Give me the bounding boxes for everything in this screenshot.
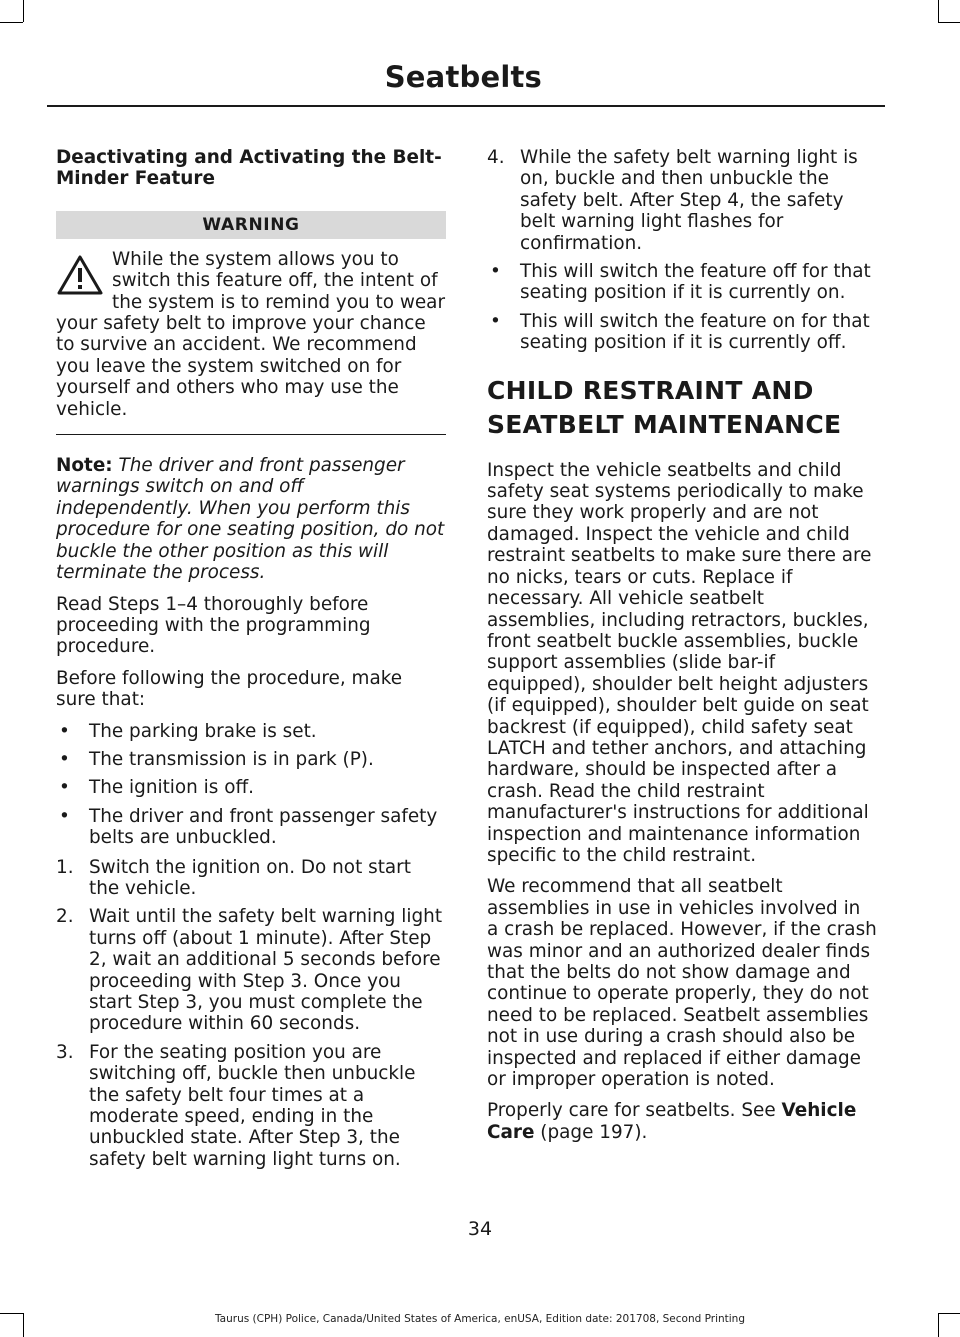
steps-list: [487, 147, 877, 354]
warning-box: [56, 249, 446, 420]
crop-mark: [0, 22, 23, 23]
paragraph: Properly care for seatbelts. See Vehicle Care (page 197).: [487, 1100, 857, 1143]
footer-text: Taurus (CPH) Police, Canada/United States of America, enUSA, Edition date: 201708, Second Printing: [215, 1313, 745, 1325]
note: [56, 455, 446, 583]
checklist: [56, 721, 446, 849]
list-item: • The parking brake is set.: [59, 720, 317, 742]
steps-list: [56, 857, 446, 1171]
paragraph: Read Steps 1–4 thoroughly before proceeding with the programming procedure.: [56, 593, 371, 658]
warning-label: WARNING: [56, 211, 446, 239]
crop-mark: [938, 22, 960, 23]
warning-text: While the system allows you to switch this feature off, the intent of the system is to remind you to wear your safety belt to improve your chance to survive an accident. We recommend you leave the system switched on for yourself and others who may use the vehicle.: [56, 248, 446, 420]
list-item: • The driver and front passenger safety belts are unbuckled.: [59, 805, 438, 849]
list-item: • The transmission is in park (P).: [59, 748, 374, 770]
list-item: • The ignition is off.: [59, 777, 254, 799]
step-item: 1. Switch the ignition on. Do not start the vehicle.: [56, 856, 411, 899]
section-heading: CHILD RESTRAINT AND SEATBELT MAINTENANCE: [487, 375, 842, 439]
page-title: Seatbelts: [384, 60, 542, 94]
list-item: • This will switch the feature off for that seating position if it is currently on.: [490, 261, 871, 304]
list-item: • This will switch the feature on for that seating position if it is currently off.: [490, 310, 870, 354]
section-title: Deactivating and Activating the Belt-Minder Feature: [56, 147, 442, 190]
note-text: The driver and front passenger warnings switch on and off independently. When you perform this procedure for one seating position, do not buckle the other position as this will terminate the process.: [56, 455, 445, 584]
paragraph: Inspect the vehicle seatbelts and child safety seat systems periodically to make sure they work properly and are not damaged. Inspect the vehicle and child restraint seatbelts to make sure there are no nicks, tears or cuts. Replace if necessary. All vehicle seatbelt assemblies, including retractors, buckles, front seatbelt buckle assemblies, buckle support assemblies (slide bar-if equipped), shoulder belt height adjusters (if equipped), shoulder belt guide on seat backrest (if equipped), child safety seat LATCH and tether anchors, and attaching hardware, should be inspected after a crash. Read the child restraint manufacturer's instructions for additional inspection and maintenance information specific to the child restraint.: [487, 459, 872, 866]
step-item: 2. Wait until the safety belt warning light turns off (about 1 minute). After Step 2, wait an additional 5 seconds before proceeding with Step 3. Once you start Step 3, you must complete the procedure within 60 seconds.: [56, 906, 443, 1035]
crop-mark: [938, 0, 939, 22]
page-number: 34: [467, 1218, 493, 1240]
crop-mark: [23, 0, 24, 22]
paragraph: We recommend that all seatbelt assemblies in use in vehicles involved in a crash be replaced. However, if the crash was minor and an authorized dealer finds that the belts do not show damage and continue to operate properly, they do not need to be replaced. Seatbelt assemblies not in use during a crash should also be inspected and replaced if either damage or improper operation is noted.: [487, 876, 877, 1091]
paragraph: Before following the procedure, make sure that:: [56, 667, 403, 711]
note-label: Note:: [56, 455, 113, 477]
header-rule: [47, 105, 885, 107]
vehicle-care-link[interactable]: Vehicle Care: [487, 1100, 857, 1143]
step-item: 3. For the seating position you are switching off, buckle then unbuckle the safety belt four times at a moderate speed, ending in the unbuckled state. After Step 3, the safety belt warning light turns on.: [56, 1041, 416, 1170]
step-item: 4. While the safety belt warning light is on, buckle and then unbuckle the safety belt. After Step 4, the safety belt warning light flashes for confirmation.: [487, 147, 858, 254]
warning-triangle-icon: [56, 253, 104, 297]
left-column: [56, 147, 446, 1178]
right-column: [487, 147, 877, 1153]
warning-rule: [56, 434, 446, 435]
